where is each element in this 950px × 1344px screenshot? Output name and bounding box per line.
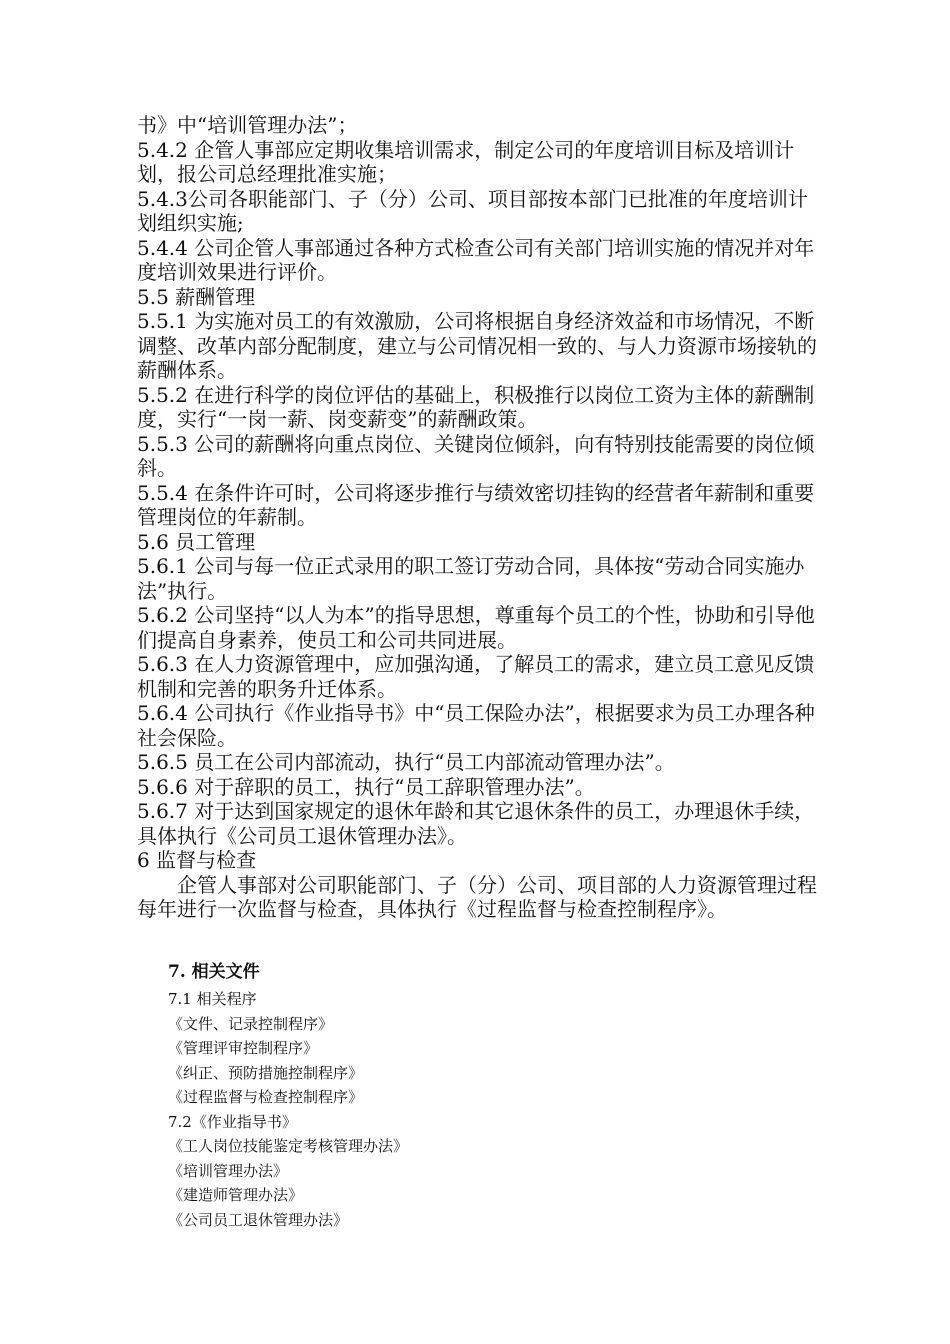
work-instruction-item: 《培训管理办法》 <box>168 1161 289 1180</box>
paragraph-5-4-4: 5.4.4 公司企管人事部通过各种方式检查公司有关部门培训实施的情况并对年度培训效果进行评价。 <box>137 235 815 284</box>
paragraph-5-5-2: 5.5.2 在进行科学的岗位评估的基础上，积极推行以岗位工资为主体的薪酬制度，实行“一岗一薪、岗变薪变”的薪酬政策。 <box>137 382 815 431</box>
paragraph-5-5-1: 5.5.1 为实施对员工的有效激励，公司将根据自身经济效益和市场情况，不断调整、改革内部分配制度，建立与公司情况相一致的、与人力资源市场接轨的薪酬体系。 <box>137 309 817 382</box>
related-procedure-item: 《过程监督与检查控制程序》 <box>168 1088 364 1106</box>
work-instruction-item: 《建造师管理办法》 <box>168 1186 304 1204</box>
related-procedures-title: 7.1 相关程序 <box>168 990 257 1008</box>
section-heading-5-5: 5.5 薪酬管理 <box>137 284 256 309</box>
section-heading-5-6: 5.6 员工管理 <box>137 529 256 554</box>
related-procedure-item: 《管理评审控制程序》 <box>168 1039 319 1057</box>
paragraph-5-5-3: 5.5.3 公司的薪酬将向重点岗位、关键岗位倾斜，向有特别技能需要的岗位倾斜。 <box>137 431 815 480</box>
paragraph-5-4-2: 5.4.2 企管人事部应定期收集培训需求，制定公司的年度培训目标及培训计划，报公司总经理批准实施； <box>137 137 795 186</box>
paragraph-5-6-3: 5.6.3 在人力资源管理中，应加强沟通，了解员工的需求，建立员工意见反馈机制和完善的职务升迁体系。 <box>137 652 815 701</box>
section-heading-6: 6 监督与检查 <box>137 848 257 872</box>
work-instruction-item: 《公司员工退休管理办法》 <box>168 1210 349 1229</box>
paragraph-5-6-2: 5.6.2 公司坚持“以人为本”的指导思想，尊重每个员工的个性，协助和引导他们提高自身素养，使员工和公司共同进展。 <box>137 603 815 652</box>
paragraph-0: 书》中“培训管理办法”； <box>137 113 358 137</box>
paragraph-5-6-5: 5.6.5 员工在公司内部流动，执行“员工内部流动管理办法”。 <box>137 750 675 774</box>
related-documents-heading: 7. 相关文件 <box>168 962 260 982</box>
paragraph-5-5-4: 5.5.4 在条件许可时，公司将逐步推行与绩效密切挂钩的经营者年薪制和重要管理岗位的年薪制。 <box>137 480 815 529</box>
paragraph-6-body: 企管人事部对公司职能部门、子（分）公司、项目部的人力资源管理过程每年进行一次监督与检查，具体执行《过程监督与检查控制程序》。 <box>137 872 817 921</box>
paragraph-5-6-7: 5.6.7 对于达到国家规定的退休年龄和其它退休条件的员工，办理退休手续，具体执行《公司员工退休管理办法》。 <box>137 799 815 848</box>
work-instructions-title: 7.2《作业指导书》 <box>168 1112 297 1131</box>
work-instruction-item: 《工人岗位技能鉴定考核管理办法》 <box>168 1137 409 1155</box>
paragraph-5-6-1: 5.6.1 公司与每一位正式录用的职工签订劳动合同，具体按“劳动合同实施办法”执行。 <box>137 554 805 603</box>
paragraph-5-6-6: 5.6.6 对于辞职的员工，执行“员工辞职管理办法”。 <box>137 774 595 799</box>
paragraph-5-4-3: 5.4.3公司各职能部门、子（分）公司、项目部按本部门已批准的年度培训计划组织实施; <box>137 186 808 235</box>
related-documents-section <box>168 961 768 1232</box>
related-procedure-item: 《文件、记录控制程序》 <box>168 1014 334 1033</box>
related-procedure-item: 《纠正、预防措施控制程序》 <box>168 1063 364 1082</box>
paragraph-5-6-4: 5.6.4 公司执行《作业指导书》中“员工保险办法”，根据要求为员工办理各种社会保险。 <box>137 701 815 750</box>
document-body <box>137 113 827 922</box>
